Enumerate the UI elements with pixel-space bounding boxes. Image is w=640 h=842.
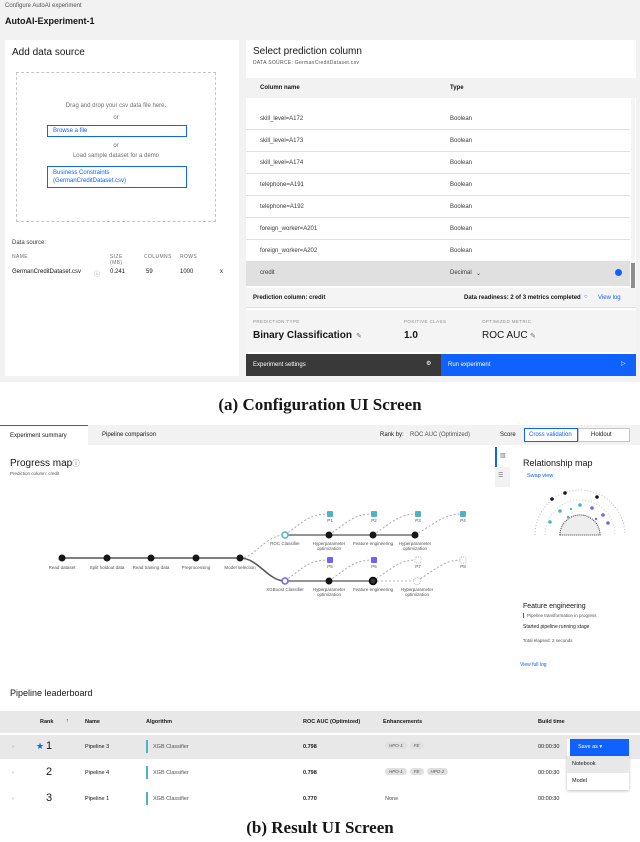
- caret-down-icon: ▾: [599, 744, 603, 750]
- node-label: XGBoost Classifier: [266, 587, 304, 592]
- table-header: [246, 78, 636, 98]
- pipeline-label[interactable]: P6: [371, 564, 377, 569]
- pipeline-label[interactable]: P3: [415, 518, 421, 523]
- menu-item-model[interactable]: Model: [572, 778, 587, 784]
- table-row[interactable]: foreign_worker=A202 Boolean: [246, 240, 630, 262]
- enhancements-header[interactable]: Enhancements: [383, 719, 423, 725]
- view-full-log-link[interactable]: View full log: [520, 662, 547, 668]
- or-text: or: [113, 143, 119, 149]
- tab-experiment-summary[interactable]: Experiment summary: [0, 425, 88, 445]
- table-row[interactable]: › ★ 1 Pipeline 3 XGB Classifier 0.798 HPO-1 FE 00:00:30: [0, 735, 640, 759]
- positive-class-value: 1.0: [404, 330, 418, 341]
- progress-map-subtitle: Prediction column: credit: [10, 471, 60, 476]
- node-label: Model selection: [224, 565, 256, 570]
- info-icon[interactable]: ⓘ: [94, 272, 101, 278]
- build-time-header[interactable]: Build time: [538, 719, 565, 725]
- result-screen: [0, 425, 640, 813]
- cross-validation-toggle[interactable]: Cross validation: [524, 428, 578, 442]
- edit-icon[interactable]: ✎: [530, 333, 536, 340]
- view-log-link[interactable]: View log: [598, 295, 621, 301]
- experiment-settings-button[interactable]: Experiment settings ⚙: [246, 354, 441, 376]
- sample-text: Load sample dataset for a demo: [72, 153, 160, 159]
- tab-pipeline-comparison[interactable]: Pipeline comparison: [102, 432, 157, 438]
- configuration-screen: [0, 0, 640, 382]
- drop-text: Drag and drop your csv data file here.: [65, 103, 167, 109]
- pipeline-label[interactable]: P4: [460, 518, 466, 523]
- node-label: Split holdout data: [89, 565, 125, 570]
- chart-view-icon[interactable]: ▥: [495, 447, 510, 467]
- table-row[interactable]: skill_level=A174 Boolean: [246, 152, 630, 174]
- algorithm-header[interactable]: Algorithm: [146, 719, 172, 725]
- scrollbar[interactable]: [631, 98, 635, 288]
- expand-icon[interactable]: ›: [12, 796, 14, 802]
- node-label: ROC Classifier: [270, 541, 300, 546]
- sort-icon[interactable]: ↑: [66, 718, 69, 724]
- detail-line: Pipeline transformation in progress: [523, 613, 597, 618]
- table-row[interactable]: › 2 Pipeline 4 XGB Classifier 0.798 HPO-1 FE HPO-2 00:00:30: [12, 766, 560, 778]
- edit-icon[interactable]: ✎: [356, 333, 362, 340]
- table-row-selected[interactable]: credit Decimal ⌄: [246, 262, 630, 286]
- pipeline-label[interactable]: P8: [460, 564, 466, 569]
- table-row[interactable]: telephone=A191 Boolean: [246, 174, 630, 196]
- holdout-toggle[interactable]: Holdout: [578, 428, 630, 442]
- detail-sub: Total elapsed: 2 seconds: [523, 638, 573, 643]
- table-row[interactable]: › 3 Pipeline 1 XGB Classifier 0.770 None 00:00:30: [12, 792, 560, 804]
- remove-file-icon[interactable]: x: [220, 269, 223, 275]
- checkmark-icon: [615, 269, 622, 276]
- or-text: or: [113, 115, 119, 121]
- table-row[interactable]: foreign_worker=A201 Boolean: [246, 218, 630, 240]
- node-label: Hyperparameter optimization: [312, 541, 346, 551]
- panel-heading: Select prediction column: [253, 46, 362, 57]
- data-readiness-text: Data readiness: 2 of 3 metrics completed: [464, 295, 581, 301]
- progress-map-title: Progress map: [10, 458, 73, 469]
- col-columns: COLUMNS: [144, 254, 172, 260]
- list-view-icon[interactable]: ☰: [495, 467, 510, 487]
- col-name-header[interactable]: Column name: [260, 85, 300, 91]
- file-size: 0.241: [110, 269, 126, 275]
- col-rows: ROWS: [180, 254, 198, 260]
- file-drop-zone[interactable]: [16, 72, 216, 222]
- pipeline-label[interactable]: P2: [371, 518, 377, 523]
- node-label: Hyperparameter optimization: [400, 587, 434, 597]
- refresh-icon: ○: [584, 294, 588, 300]
- optimized-metric-label: OPTIMIZED METRIC: [482, 319, 532, 324]
- data-source-label: Data source:: [12, 240, 47, 246]
- data-source-subheading: DATA SOURCE: GermanCreditDataset.csv: [253, 60, 360, 66]
- menu-item-notebook[interactable]: Notebook: [567, 756, 629, 773]
- swap-view-link[interactable]: Swap view: [527, 473, 554, 479]
- tab-bar: [0, 425, 640, 445]
- name-header[interactable]: Name: [85, 719, 100, 725]
- file-rows: 1000: [180, 269, 194, 275]
- leaderboard-header: [0, 711, 640, 733]
- rank-by-dropdown[interactable]: ROC AUC (Optimized): [410, 432, 471, 438]
- positive-class-label: POSITIVE CLASS: [404, 319, 447, 324]
- detail-title: Feature engineering: [523, 603, 586, 610]
- prediction-type-value: Binary Classification: [253, 330, 352, 341]
- table-row[interactable]: telephone=A192 Boolean: [246, 196, 630, 218]
- info-icon[interactable]: ⓘ: [72, 459, 80, 468]
- select-prediction-panel: [246, 40, 636, 376]
- prediction-summary-bar: [246, 288, 636, 308]
- col-size: SIZE (MB): [110, 254, 123, 266]
- node-label: Feature engineering: [352, 587, 394, 592]
- browse-file-button[interactable]: Browse a file: [47, 125, 187, 137]
- run-experiment-button[interactable]: Run experiment ▷: [441, 354, 636, 376]
- save-as-button[interactable]: Save as ▾: [567, 739, 629, 756]
- prediction-type-label: PREDICTION TYPE: [253, 319, 300, 324]
- experiment-title: AutoAI-Experiment-1: [5, 16, 95, 26]
- rank-by-label: Rank by:: [380, 432, 404, 438]
- pipeline-label[interactable]: P5: [327, 564, 333, 569]
- score-header[interactable]: ROC AUC (Optimized): [303, 719, 361, 725]
- gear-icon: ⚙: [426, 361, 432, 367]
- chevron-down-icon[interactable]: ⌄: [476, 271, 482, 277]
- node-label: Feature engineering: [352, 541, 394, 546]
- save-as-menu: [567, 756, 629, 790]
- expand-icon[interactable]: ›: [12, 744, 14, 750]
- expand-icon[interactable]: ›: [12, 770, 14, 776]
- sample-dataset-button[interactable]: Business Constraints (GermanCreditDataset.csv): [47, 166, 187, 188]
- node-label: Read training data: [132, 565, 170, 570]
- caption-b: (b) Result UI Screen: [246, 818, 394, 837]
- col-name: NAME: [12, 254, 29, 260]
- pipeline-label[interactable]: P1: [327, 518, 333, 523]
- relationship-map-title: Relationship map: [523, 458, 593, 468]
- metrics-panel: [246, 310, 636, 352]
- table-row[interactable]: skill_level=A173 Boolean: [246, 130, 630, 152]
- rank-header[interactable]: Rank: [40, 719, 54, 725]
- file-columns: 59: [146, 269, 153, 275]
- node-label: Hyperparameter optimization: [312, 587, 346, 597]
- leaderboard-title: Pipeline leaderboard: [10, 688, 93, 698]
- table-row[interactable]: skill_level=A172 Boolean: [246, 108, 630, 130]
- node-label: Hyperparameter optimization: [398, 541, 432, 551]
- breadcrumb[interactable]: Configure AutoAI experiment: [5, 3, 82, 9]
- node-label: Preprocessing: [181, 565, 211, 570]
- caption-a: (a) Configuration UI Screen: [218, 395, 422, 414]
- add-data-source-panel: [5, 40, 239, 376]
- prediction-column-text: Prediction column: credit: [253, 295, 326, 301]
- detail-text: Started pipeline running stage: [523, 624, 590, 630]
- star-icon: ★: [36, 741, 45, 751]
- relationship-map-chart: [530, 485, 630, 545]
- node-label: Read dataset: [48, 565, 76, 570]
- pipeline-label[interactable]: P7: [415, 564, 421, 569]
- play-icon: ▷: [621, 361, 626, 367]
- optimized-metric-value: ROC AUC: [482, 330, 528, 341]
- file-name: GermanCreditDataset.csv: [12, 269, 82, 275]
- type-header[interactable]: Type: [450, 85, 464, 91]
- score-label: Score: [500, 432, 516, 438]
- panel-heading: Add data source: [12, 47, 85, 58]
